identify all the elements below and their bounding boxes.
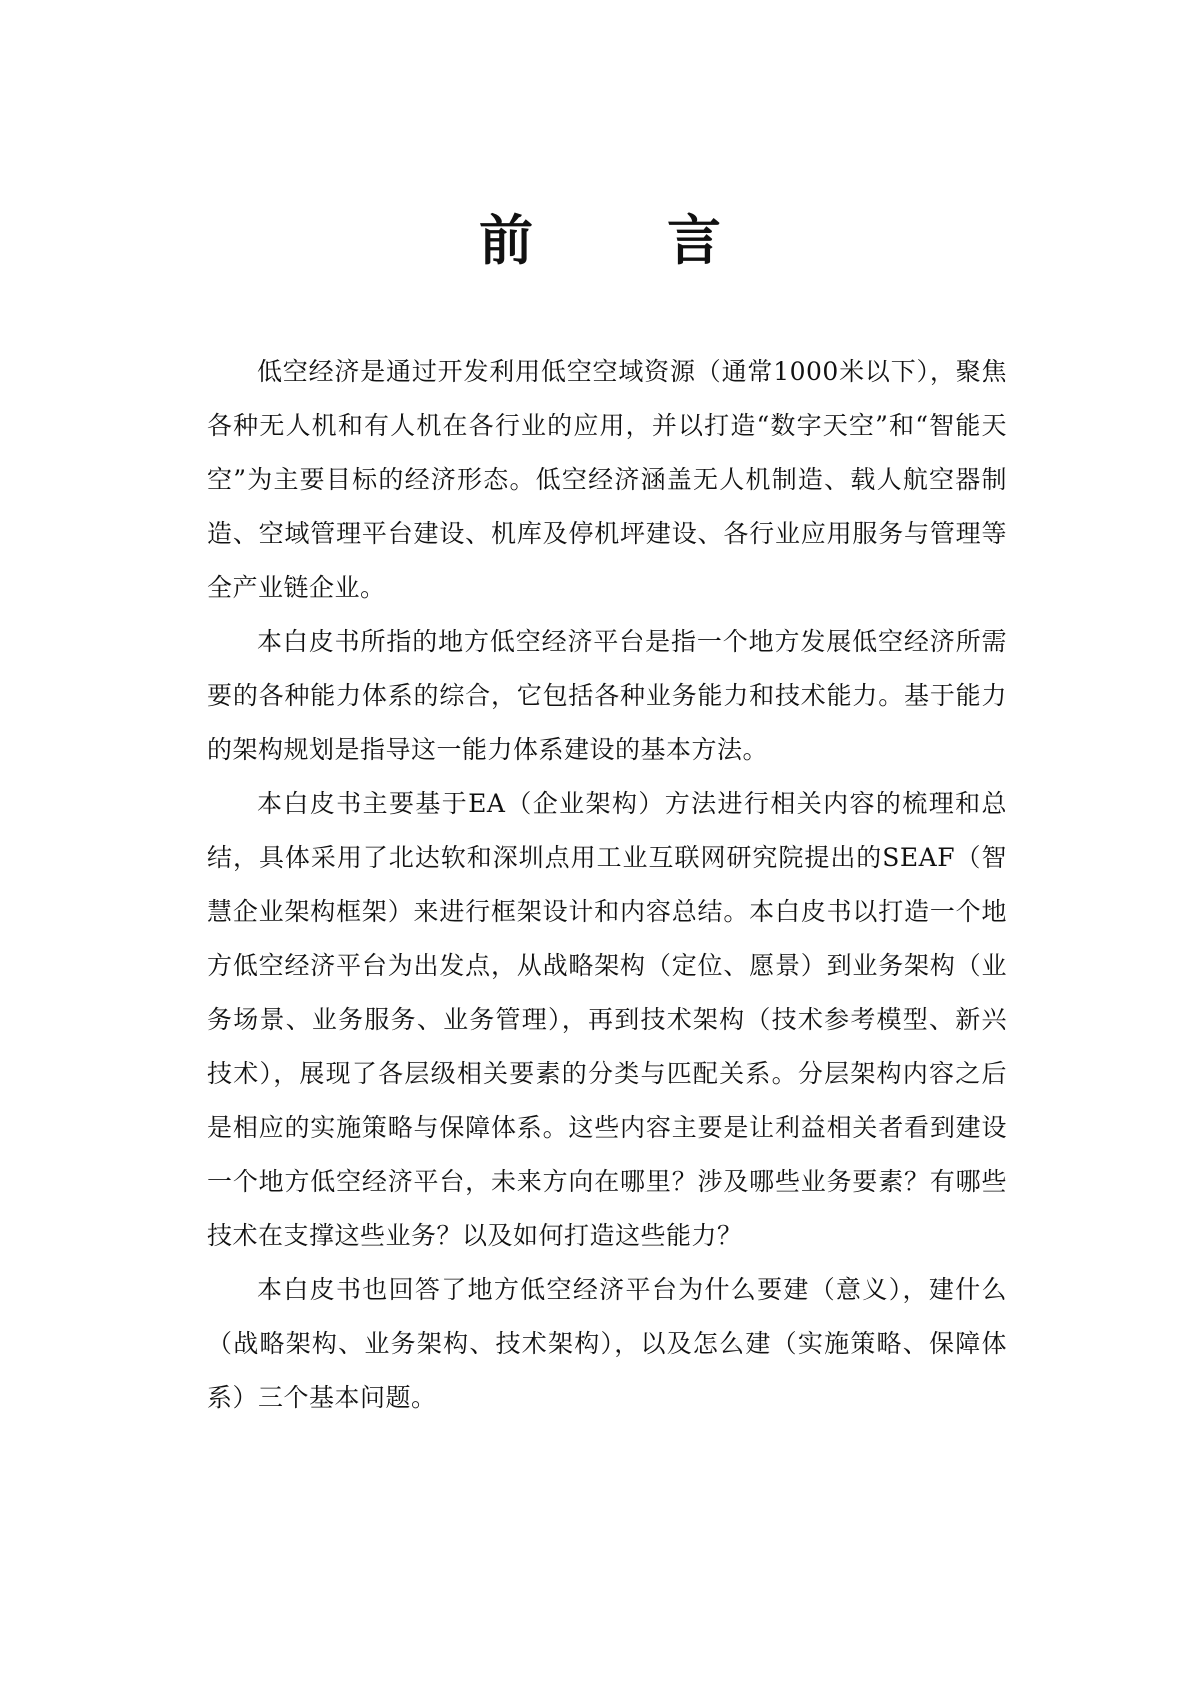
page-title: 前 言 <box>479 208 761 272</box>
paragraph: 本白皮书所指的地方低空经济平台是指一个地方发展低空经济所需要的各种能力体系的综合，它包括各种业务能力和技术能力。基于能力的架构规划是指导这一能力体系建设的基本方法。 <box>207 627 1007 764</box>
paragraph: 本白皮书也回答了地方低空经济平台为什么要建（意义），建什么（战略架构、业务架构、技术架构），以及怎么建（实施策略、保障体系）三个基本问题。 <box>207 1275 1007 1412</box>
preface-body <box>207 345 1007 1425</box>
paragraph: 本白皮书主要基于EA（企业架构）方法进行相关内容的梳理和总结，具体采用了北达软和深圳点用工业互联网研究院提出的SEAF（智慧企业架构框架）来进行框架设计和内容总结。本白皮书以打造一个地方低空经济平台为出发点，从战略架构（定位、愿景）到业务架构（业务场景、业务服务、业务管理），再到技术架构（技术参考模型、新兴技术），展现了各层级相关要素的分类与匹配关系。分层架构内容之后是相应的实施策略与保障体系。这些内容主要是让利益相关者看到建设一个地方低空经济平台，未来方向在哪里？涉及哪些业务要素？有哪些技术在支撑这些业务？以及如何打造这些能力？ <box>207 789 1007 1250</box>
paragraph: 低空经济是通过开发利用低空空域资源（通常1000米以下），聚焦各种无人机和有人机在各行业的应用，并以打造“数字天空”和“智能天空”为主要目标的经济形态。低空经济涵盖无人机制造、载人航空器制造、空域管理平台建设、机库及停机坪建设、各行业应用服务与管理等全产业链企业。 <box>207 357 1007 602</box>
